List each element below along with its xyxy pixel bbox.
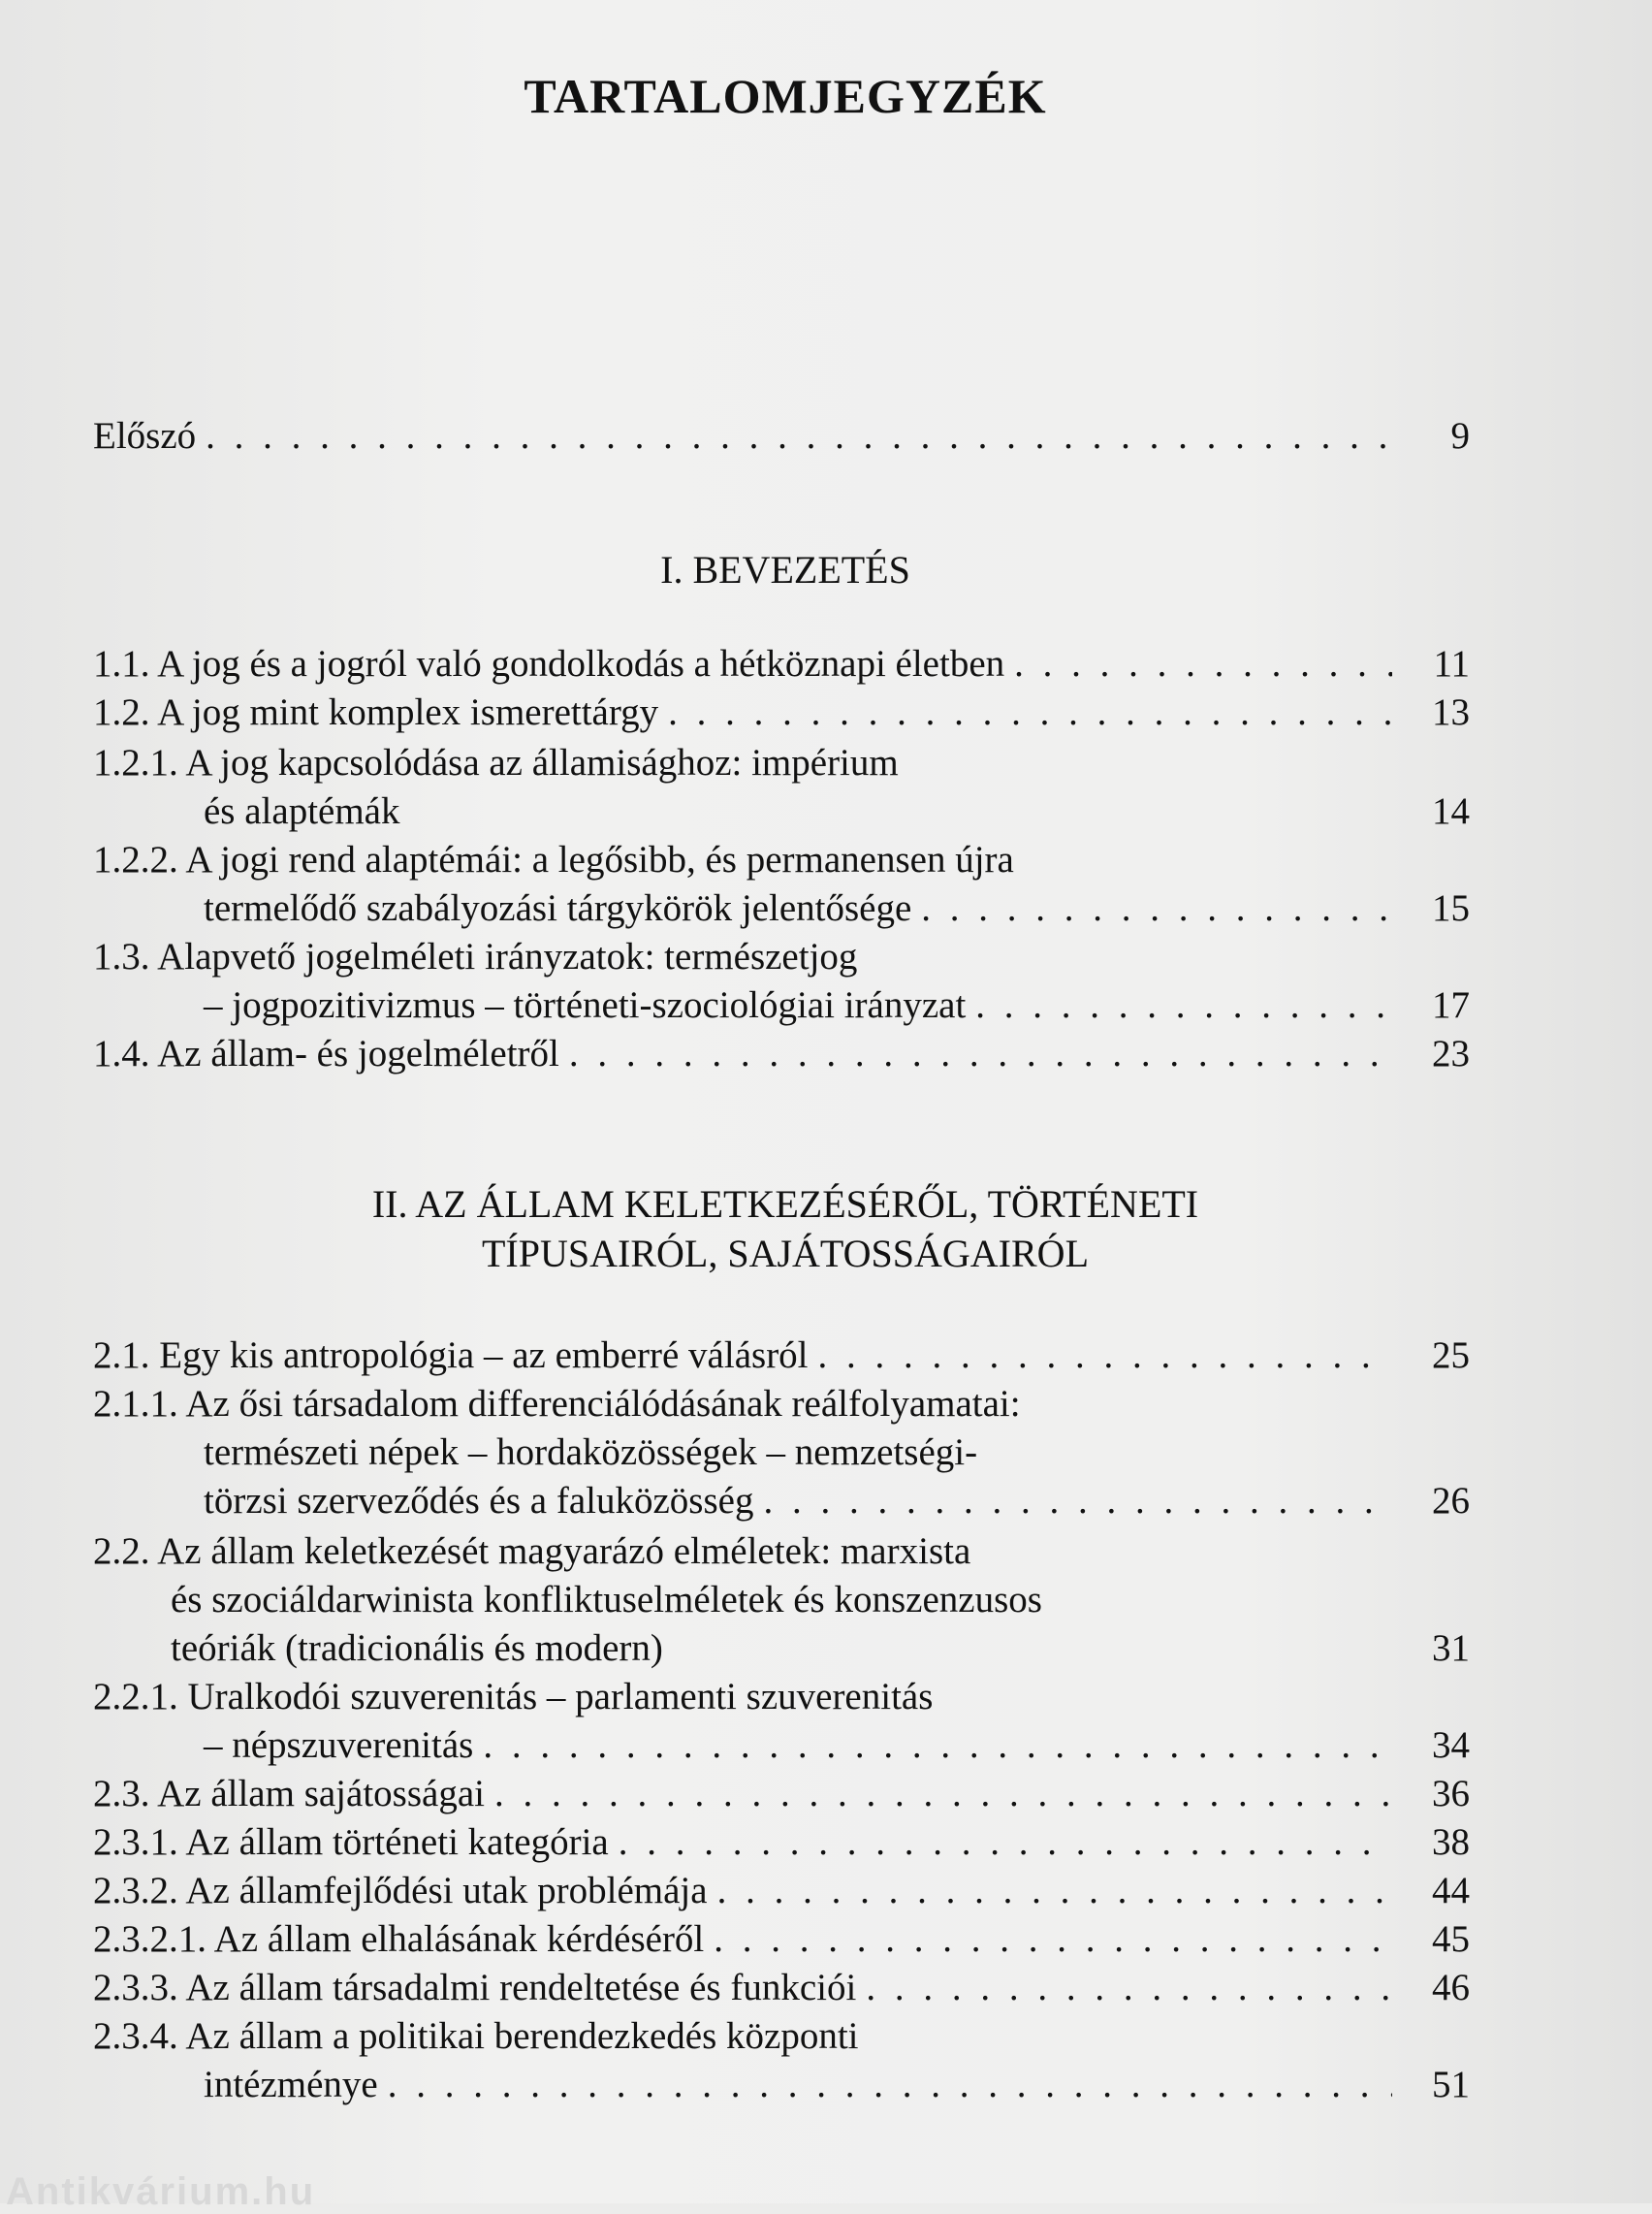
toc-entry xyxy=(93,1964,1470,2012)
toc-label-continuation: teóriák (tradicionális és modern) xyxy=(171,1627,663,1669)
toc-page-number: 13 xyxy=(1432,691,1470,733)
toc-page-number: 14 xyxy=(1432,790,1470,832)
page-title: TARTALOMJEGYZÉK xyxy=(524,69,1047,123)
toc-leader-dots xyxy=(714,1915,1392,1964)
toc-entry xyxy=(93,1770,1470,1818)
toc-leader-dots xyxy=(569,1030,1392,1078)
toc-leader-dots xyxy=(1014,640,1392,689)
toc-leader-dots xyxy=(818,1332,1392,1380)
toc-leader-dots xyxy=(619,1818,1392,1867)
toc-leader-dots xyxy=(866,1964,1392,2012)
toc-entry xyxy=(171,1624,1470,1673)
toc-page-number: 44 xyxy=(1432,1870,1470,1911)
toc-page-number: 45 xyxy=(1432,1918,1470,1960)
toc-leader-dots xyxy=(494,1770,1392,1818)
toc-label-continuation: törzsi szerveződés és a faluközösség xyxy=(204,1480,754,1522)
toc-entry xyxy=(204,787,1470,836)
toc-entry xyxy=(93,1030,1470,1078)
section-heading-2-line2: TÍPUSAIRÓL, SAJÁTOSSÁGAIRÓL xyxy=(482,1232,1089,1275)
watermark: Antikvárium.hu xyxy=(6,2170,316,2213)
toc-label: 2.2.1. Uralkodói szuverenitás – parlamenti szuverenitás xyxy=(93,1676,934,1717)
toc-leader-dots xyxy=(388,2061,1392,2109)
toc-label: 2.1.1. Az ősi társadalom differenciálódásának reálfolyamatai: xyxy=(93,1383,1021,1425)
toc-label: 2.3.2. Az államfejlődési utak problémája xyxy=(93,1870,708,1911)
toc-label: 1.4. Az állam- és jogelméletről xyxy=(93,1033,559,1075)
toc-leader-dots xyxy=(206,412,1392,461)
toc-entry xyxy=(93,640,1470,689)
toc-label: 2.3. Az állam sajátosságai xyxy=(93,1773,485,1814)
toc-leader-dots xyxy=(921,884,1392,933)
toc-entry xyxy=(204,1477,1470,1525)
toc-label-continuation: – jogpozitivizmus – történeti-szociológiai irányzat xyxy=(204,984,967,1026)
toc-page-number: 34 xyxy=(1432,1724,1470,1766)
toc-label: 2.1. Egy kis antropológia – az emberré válásról xyxy=(93,1334,809,1376)
toc-leader-dots xyxy=(975,981,1392,1030)
toc-label: 1.2.2. A jogi rend alaptémái: a legősibb, és permanensen újra xyxy=(93,839,1014,881)
toc-leader-dots xyxy=(717,1867,1392,1915)
toc-entry xyxy=(93,1867,1470,1915)
toc-entry xyxy=(204,981,1470,1030)
toc-label-continuation: termelődő szabályozási tárgykörök jelentősége xyxy=(204,887,912,929)
toc-label: 2.3.4. Az állam a politikai berendezkedés központi xyxy=(93,2015,859,2057)
toc-label: 2.2. Az állam keletkezését magyarázó elméletek: marxista xyxy=(93,1530,971,1572)
toc-leader-dots xyxy=(668,689,1392,737)
toc-label-continuation: és szociáldarwinista konfliktuselméletek és konszenzusos xyxy=(171,1579,1042,1620)
toc-label: 1.2.1. A jog kapcsolódása az államisághoz: impérium xyxy=(93,742,899,784)
section-heading-2-line1: II. AZ ÁLLAM KELETKEZÉSÉRŐL, TÖRTÉNETI xyxy=(371,1182,1199,1226)
toc-page-number: 15 xyxy=(1432,887,1470,929)
toc-page-number: 25 xyxy=(1432,1334,1470,1376)
toc-entry xyxy=(93,689,1470,737)
toc-label-continuation: természeti népek – hordaközösségek – nemzetségi- xyxy=(204,1431,978,1473)
toc-leader-dots xyxy=(483,1721,1392,1770)
toc-label: 2.3.2.1. Az állam elhalásának kérdéséről xyxy=(93,1918,705,1960)
toc-label: 2.3.1. Az állam történeti kategória xyxy=(93,1821,609,1863)
toc-page-number: 46 xyxy=(1432,1967,1470,2008)
toc-label: Előszó xyxy=(93,415,197,457)
toc-entry xyxy=(204,2061,1470,2109)
toc-label: 2.3.3. Az állam társadalmi rendeltetése és funkciói xyxy=(93,1967,857,2008)
toc-label: 1.3. Alapvető jogelméleti irányzatok: természetjog xyxy=(93,936,858,978)
toc-entry xyxy=(93,1332,1470,1380)
toc-page-number: 17 xyxy=(1432,984,1470,1026)
toc-page-number: 23 xyxy=(1432,1033,1470,1075)
toc-entry xyxy=(204,1721,1470,1770)
toc-page-number: 26 xyxy=(1432,1480,1470,1522)
toc-entry xyxy=(93,1915,1470,1964)
toc-label: 1.1. A jog és a jogról való gondolkodás a hétköznapi életben xyxy=(93,643,1005,685)
toc-leader-dots xyxy=(763,1477,1392,1525)
toc-page-number: 31 xyxy=(1432,1627,1470,1669)
toc-label-continuation: és alaptémák xyxy=(204,790,400,832)
toc-entry xyxy=(204,884,1470,933)
toc-label-continuation: – népszuverenitás xyxy=(204,1724,474,1766)
toc-label: 1.2. A jog mint komplex ismerettárgy xyxy=(93,691,659,733)
toc-page-number: 38 xyxy=(1432,1821,1470,1863)
toc-entry-preface xyxy=(93,412,1470,461)
toc-page-number: 9 xyxy=(1450,415,1470,457)
section-heading-1: I. BEVEZETÉS xyxy=(660,548,910,592)
toc-entry xyxy=(93,1818,1470,1867)
toc-page-number: 36 xyxy=(1432,1773,1470,1814)
toc-page-number: 51 xyxy=(1432,2064,1470,2105)
toc-label-continuation: intézménye xyxy=(204,2064,378,2105)
toc-page-number: 11 xyxy=(1433,643,1470,685)
